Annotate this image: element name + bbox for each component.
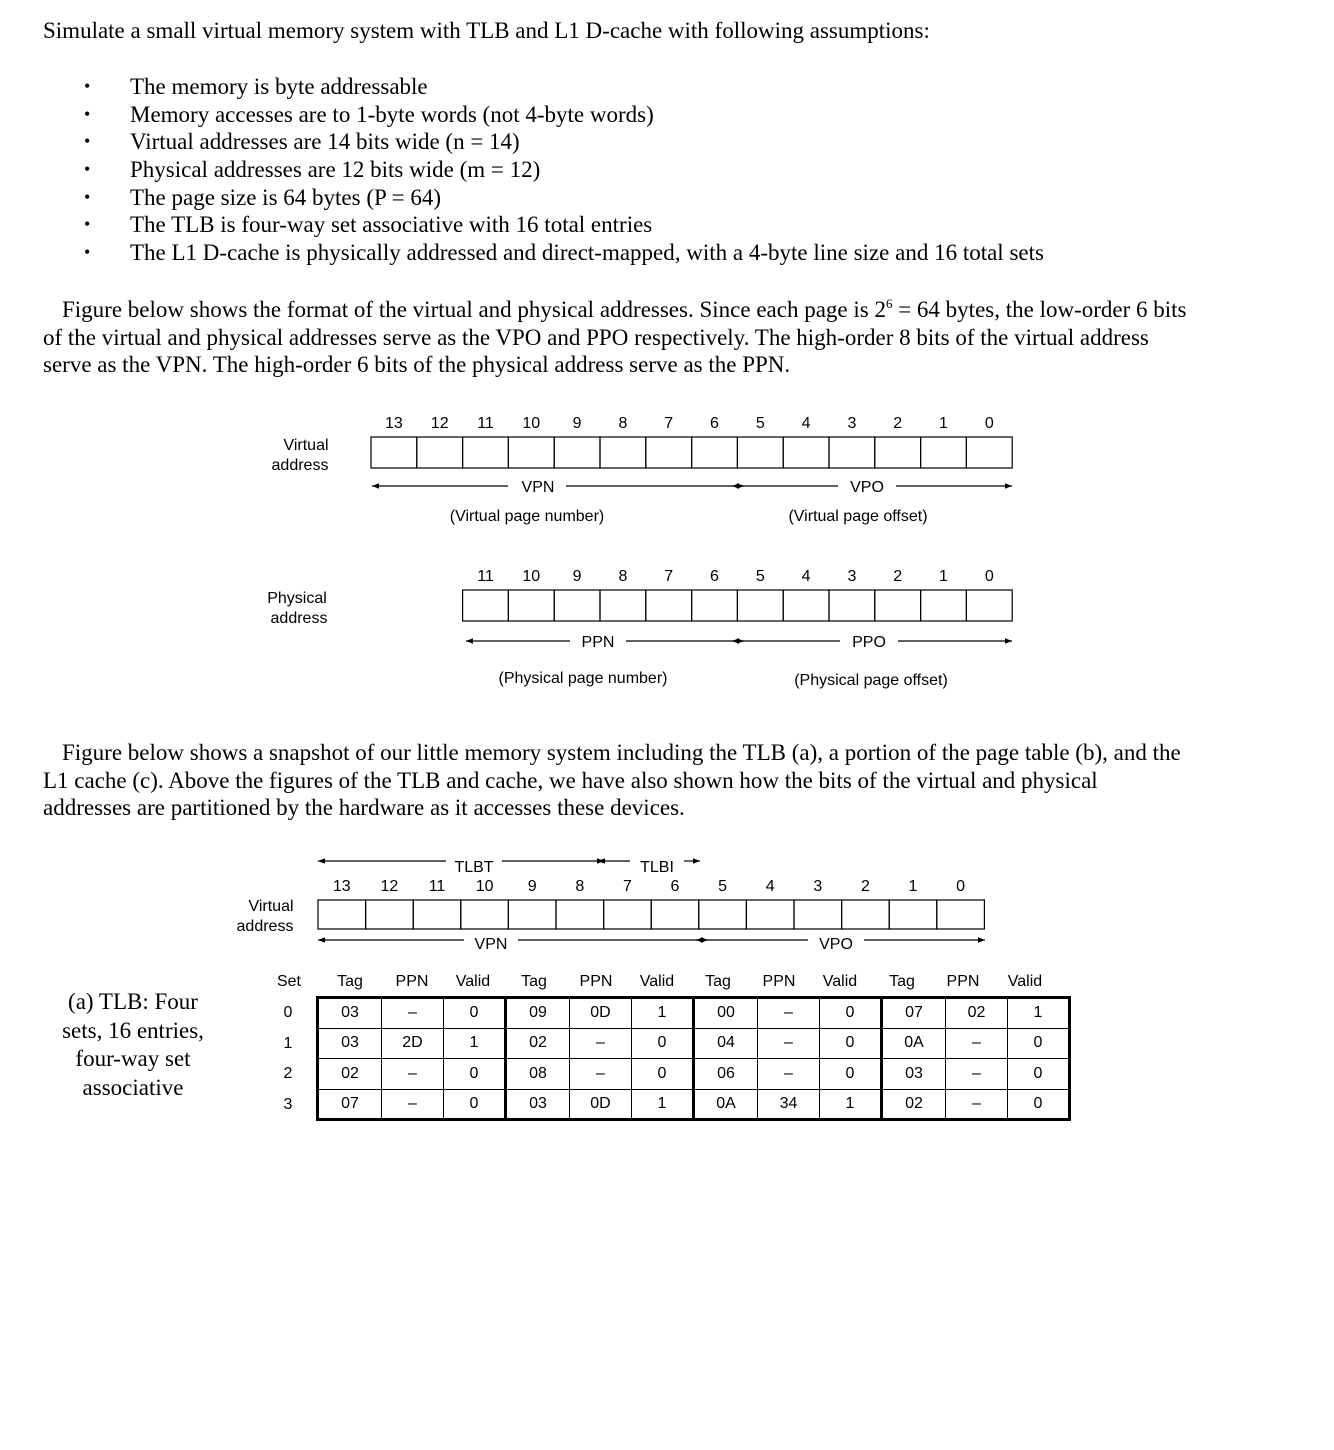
table-cell: 1 <box>1008 998 1070 1029</box>
bit-number: 13 <box>385 415 403 432</box>
tlb-header-cell: Valid <box>1007 973 1043 990</box>
bit-number: 6 <box>670 878 680 895</box>
table-cell: – <box>570 1059 632 1090</box>
bit-box <box>875 437 921 468</box>
table-cell: 0 <box>1008 1059 1070 1090</box>
bit-box <box>889 900 937 929</box>
vpo-label: VPO <box>850 479 884 496</box>
table-cell: 0 <box>820 1059 882 1090</box>
table-cell: 34 <box>758 1089 820 1120</box>
ppo-description: (Physical page offset) <box>794 672 948 689</box>
bit-box <box>461 900 509 929</box>
bullet-icon: • <box>84 103 91 124</box>
bit-box <box>554 437 600 468</box>
table-cell: 0 <box>632 1028 694 1059</box>
bit-box <box>783 437 829 468</box>
set-number: 3 <box>283 1096 293 1113</box>
tlb-va-bit-numbers <box>333 878 965 895</box>
bit-box <box>556 900 604 929</box>
table-row <box>318 1059 1070 1090</box>
bit-box <box>875 590 921 621</box>
table-cell: 02 <box>318 1059 382 1090</box>
va-label-line2: address <box>271 457 329 474</box>
bit-number: 9 <box>572 568 582 585</box>
bit-number: 2 <box>860 878 870 895</box>
table-cell: 0A <box>882 1028 946 1059</box>
table-cell: – <box>946 1028 1008 1059</box>
table-cell: 0D <box>570 1089 632 1120</box>
bullet-icon: • <box>84 159 91 180</box>
bit-box <box>737 437 783 468</box>
table-cell: 1 <box>632 1089 694 1120</box>
bit-number: 4 <box>801 568 811 585</box>
pa-bit-numbers <box>477 568 994 585</box>
table-cell: 07 <box>882 998 946 1029</box>
tlb-header-cell: PPN <box>395 973 429 990</box>
bit-number: 7 <box>664 415 674 432</box>
table-cell: 03 <box>506 1089 570 1120</box>
bullet-icon: • <box>84 76 91 96</box>
bit-box <box>692 590 738 621</box>
bit-number: 3 <box>847 568 857 585</box>
bit-number: 10 <box>522 415 541 432</box>
ppn-label: PPN <box>581 634 615 651</box>
tlb-caption: (a) TLB: Four sets, 16 entries, four-way set associative <box>62 989 204 1100</box>
table-cell: 0 <box>632 1059 694 1090</box>
set-number: 1 <box>283 1035 293 1052</box>
address-format-paragraph: Figure below shows the format of the virtual and physical addresses. Since each page is $2^6 = 64$ bytes, the low-order 6 bits of the virtual and physical addresses serve as the VPO and PPO respectively. The high-order 8 bits of the virtual address serve as the VPN. The high-order 6 bits of the physical address serve as the PPN. <box>43 296 1187 378</box>
bit-box <box>508 900 556 929</box>
bit-number: 3 <box>847 415 857 432</box>
intro-text: Simulate a small virtual memory system with TLB and L1 D-cache with following assumptions: <box>43 18 930 43</box>
table-cell: 2D <box>382 1028 444 1059</box>
bit-number: 2 <box>893 568 903 585</box>
bit-box <box>829 590 875 621</box>
bit-number: 8 <box>618 415 628 432</box>
table-cell: – <box>946 1059 1008 1090</box>
tlb-va-label-line1: Virtual <box>248 898 294 915</box>
tlb-header-cell: Valid <box>639 973 675 990</box>
bit-number: 10 <box>522 568 541 585</box>
bit-box <box>651 900 699 929</box>
bit-box <box>921 437 967 468</box>
bit-number: 7 <box>664 568 674 585</box>
vpn-label: VPN <box>521 479 555 496</box>
table-cell: 07 <box>318 1089 382 1120</box>
set-number: 2 <box>283 1065 293 1082</box>
bit-box <box>937 900 985 929</box>
bullet-icon: • <box>84 242 91 263</box>
table-cell: 1 <box>820 1089 882 1120</box>
set-number: 0 <box>283 1004 293 1021</box>
bit-number: 8 <box>618 568 628 585</box>
bit-box <box>600 437 646 468</box>
table-cell: 03 <box>882 1059 946 1090</box>
bit-number: 7 <box>622 878 632 895</box>
tlb-header-cell: Valid <box>455 973 491 990</box>
table-row <box>318 1028 1070 1059</box>
bit-box <box>646 590 692 621</box>
table-cell: – <box>758 998 820 1029</box>
bit-box <box>783 590 829 621</box>
bit-number: 0 <box>984 415 994 432</box>
bit-box <box>417 437 463 468</box>
table-cell: – <box>382 1059 444 1090</box>
tlb-vpn-label: VPN <box>474 936 508 953</box>
table-cell: 1 <box>632 998 694 1029</box>
table-cell: – <box>382 998 444 1029</box>
tlb-header-cell: Tag <box>521 973 547 990</box>
bit-box <box>371 437 417 468</box>
table-cell: 0 <box>444 998 506 1029</box>
bit-number: 1 <box>939 415 948 432</box>
table-cell: – <box>758 1028 820 1059</box>
bit-box <box>692 437 738 468</box>
tlb-header-cell: Tag <box>889 973 915 990</box>
tlb-header-cell: PPN <box>579 973 613 990</box>
bit-number: 9 <box>572 415 582 432</box>
pa-label-line2: address <box>270 610 328 627</box>
bit-number: 13 <box>332 878 351 895</box>
tlbi-label: TLBI <box>640 859 674 876</box>
table-cell: 03 <box>318 998 382 1029</box>
bit-number: 3 <box>813 878 823 895</box>
bit-number: 6 <box>710 415 719 432</box>
bit-number: 0 <box>956 878 966 895</box>
set-header: Set <box>276 973 301 990</box>
bit-number: 1 <box>939 568 948 585</box>
table-cell: – <box>758 1059 820 1090</box>
bit-number: 8 <box>575 878 585 895</box>
bit-box <box>921 590 967 621</box>
pa-bit-boxes <box>463 590 1013 621</box>
tlb-table <box>316 996 1071 1121</box>
bit-box <box>646 437 692 468</box>
bit-box <box>463 437 509 468</box>
table-cell: 0 <box>444 1089 506 1120</box>
bit-number: 0 <box>984 568 994 585</box>
table-cell: 02 <box>946 998 1008 1029</box>
bit-box <box>966 437 1012 468</box>
table-cell: 03 <box>318 1028 382 1059</box>
bit-box <box>737 590 783 621</box>
bit-box <box>318 900 366 929</box>
table-cell: 0 <box>1008 1089 1070 1120</box>
table-cell: 06 <box>694 1059 758 1090</box>
bit-number: 5 <box>718 878 728 895</box>
tlb-header-cell: PPN <box>762 973 796 990</box>
pa-label-line1: Physical <box>267 590 327 607</box>
bit-number: 2 <box>893 415 903 432</box>
bit-box <box>554 590 600 621</box>
bullet-icon: • <box>84 186 91 207</box>
table-cell: 04 <box>694 1028 758 1059</box>
bit-number: 6 <box>710 568 719 585</box>
bit-box <box>463 590 509 621</box>
tlb-header-cell: Tag <box>705 973 731 990</box>
table-cell: 0 <box>444 1059 506 1090</box>
table-cell: – <box>382 1089 444 1120</box>
bit-box <box>600 590 646 621</box>
vpn-description: (Virtual page number) <box>449 508 605 525</box>
bit-number: 12 <box>430 415 449 432</box>
table-cell: 0 <box>820 998 882 1029</box>
bit-box <box>699 900 747 929</box>
va-bit-boxes <box>371 437 1012 468</box>
bit-number: 4 <box>801 415 811 432</box>
table-cell: 0D <box>570 998 632 1029</box>
bit-number: 4 <box>765 878 775 895</box>
address-format-figure <box>0 400 1334 700</box>
bit-number: 11 <box>477 415 494 432</box>
table-cell: 0 <box>820 1028 882 1059</box>
bit-number: 10 <box>475 878 494 895</box>
table-cell: 02 <box>506 1028 570 1059</box>
bit-box <box>794 900 842 929</box>
table-row <box>318 998 1070 1029</box>
vpo-description: (Virtual page offset) <box>788 508 928 525</box>
tlb-header-cell: PPN <box>946 973 980 990</box>
va-bit-numbers <box>385 415 994 432</box>
tlb-header-cell: Tag <box>337 973 363 990</box>
ppo-label: PPO <box>852 634 886 651</box>
tlb-header-cell: Valid <box>822 973 858 990</box>
bit-box <box>413 900 461 929</box>
bit-box <box>366 900 414 929</box>
table-row <box>318 1089 1070 1120</box>
bullet-icon: • <box>84 214 91 235</box>
table-cell: 00 <box>694 998 758 1029</box>
bit-number: 11 <box>428 878 446 895</box>
table-cell: 08 <box>506 1059 570 1090</box>
bit-box <box>842 900 890 929</box>
bit-box <box>829 437 875 468</box>
bit-number: 11 <box>477 568 494 585</box>
ppn-description: (Physical page number) <box>498 670 668 687</box>
bit-box <box>508 590 554 621</box>
tlb-va-bit-boxes <box>318 900 984 929</box>
table-cell: 09 <box>506 998 570 1029</box>
bit-box <box>966 590 1012 621</box>
bit-box <box>604 900 652 929</box>
tlb-address-partition-figure <box>0 850 1334 960</box>
bit-number: 5 <box>755 415 765 432</box>
va-label-line1: Virtual <box>283 437 329 454</box>
memory-snapshot-paragraph: Figure below shows a snapshot of our little memory system including the TLB (a), a portion of the page table (b), and the L1 cache (c). Above the figures of the TLB and cache, we have also shown how the bits of the virtual and physical addresses are partitioned by the hardware as it accesses these devices. <box>43 740 1181 821</box>
table-cell: – <box>946 1089 1008 1120</box>
tlb-va-label-line2: address <box>236 918 294 935</box>
bit-number: 9 <box>527 878 537 895</box>
table-cell: 02 <box>882 1089 946 1120</box>
bit-box <box>508 437 554 468</box>
tlbt-label: TLBT <box>454 859 494 876</box>
table-cell: 0 <box>1008 1028 1070 1059</box>
table-cell: 1 <box>444 1028 506 1059</box>
bit-number: 5 <box>755 568 765 585</box>
bit-number: 1 <box>908 878 918 895</box>
bullet-icon: • <box>84 131 91 152</box>
table-cell: – <box>570 1028 632 1059</box>
bit-number: 12 <box>380 878 399 895</box>
table-cell: 0A <box>694 1089 758 1120</box>
tlb-vpo-label: VPO <box>819 936 853 953</box>
bit-box <box>746 900 794 929</box>
